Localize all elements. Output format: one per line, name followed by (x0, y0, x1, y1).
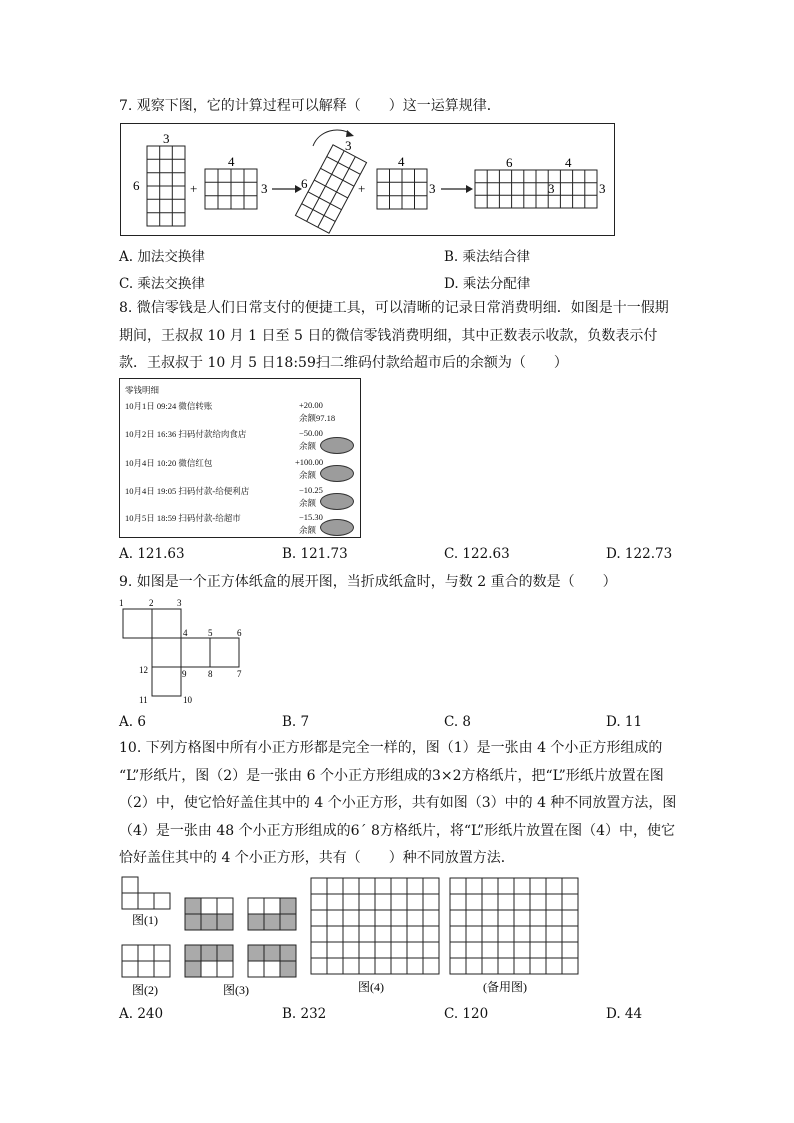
q10-fig1-caption: 图(1) (132, 913, 158, 927)
q10-stem-line-3: （2）中，使它恰好盖住其中的 4 个小正方形，共有如图（3）中的 4 种不同放置方法，图 (119, 795, 677, 811)
q7-plus-2: + (358, 181, 366, 196)
q8-row-5-desc: 10月5日 18:59 扫码付款-给超市 (125, 513, 241, 523)
q7-plus-1: + (190, 181, 198, 196)
q7-grid-a (147, 146, 185, 226)
q10-spare-caption: (备用图) (483, 980, 527, 994)
q8-row-1-balance: 余额97.18 (299, 413, 336, 423)
q8-stem-line-3: 款．王叔叔于 10 月 5 日18:59扫二维码付款给超市后的余额为（ ） (119, 355, 568, 371)
q10-fig2-caption: 图(2) (132, 983, 158, 997)
q8-row-4-desc: 10月4日 19:05 扫码付款-给便利店 (125, 486, 250, 496)
q7-a-left: 6 (133, 178, 140, 193)
q7-stem: 7. 观察下图，它的计算过程可以解释（ ）这一运算规律． (119, 98, 501, 114)
q9-num-8: 8 (208, 669, 213, 679)
q7-b-right: 3 (261, 181, 268, 196)
q7-grid-e (475, 170, 597, 208)
q7-e-top1: 6 (506, 155, 513, 170)
q9-option-b[interactable]: B. 7 (282, 714, 310, 730)
q8-option-d[interactable]: D. 122.73 (606, 546, 673, 562)
q8-row-1-desc: 10月1日 09:24 微信转账 (125, 401, 213, 411)
q10-stem-line-5: 恰好盖住其中的 4 个小正方形，共有（ ）种不同放置方法． (119, 850, 515, 866)
q10-stem-line-2: “L”形纸片，图（2）是一张由 6 个小正方形组成的3×2方格纸片，把“L”形纸片放置在图 (119, 768, 664, 784)
q10-stem-line-1: 10. 下列方格图中所有小正方形都是完全一样的，图（1）是一张由 4 个小正方形组成的 (119, 740, 663, 756)
q8-row-5-balance: 余额 (299, 525, 317, 535)
q8-row-5-amount: −15.30 (299, 512, 323, 522)
q9-num-4: 4 (183, 628, 188, 638)
q7-grid-d (377, 169, 427, 209)
q8-row-3-hidden-balance (320, 465, 354, 482)
q7-option-a[interactable]: A. 加法交换律 (119, 249, 205, 265)
q10-stem-line-4: （4）是一张由 48 个小正方形组成的6´ 8方格纸片，将“L”形纸片放置在图（4）中，使它 (119, 823, 676, 839)
q10-fig2-grid (122, 945, 170, 977)
q8-row-4-balance: 余额 (299, 498, 317, 508)
q9-num-3: 3 (177, 598, 182, 608)
q8-stem-line-1: 8. 微信零钱是人们日常支付的便捷工具，可以清晰的记录日常消费明细．如图是十一假期 (119, 300, 669, 316)
q8-row-3-desc: 10月4日 10:20 微信红包 (125, 458, 213, 468)
q8-row-2-hidden-balance (320, 437, 354, 454)
q10-option-c[interactable]: C. 120 (444, 1006, 489, 1022)
q9-num-2: 2 (149, 598, 154, 608)
q9-num-11: 11 (139, 695, 148, 705)
q10-option-a[interactable]: A. 240 (119, 1006, 164, 1022)
q8-row-3-amount: +100.00 (295, 457, 324, 467)
q7-c-left: 6 (301, 176, 308, 191)
q7-option-c[interactable]: C. 乘法交换律 (119, 276, 205, 292)
q10-option-b[interactable]: B. 232 (282, 1006, 327, 1022)
q10-spare-grid (450, 878, 578, 974)
q10-figures (118, 874, 588, 1000)
q7-arrow-1 (272, 185, 302, 193)
q9-option-c[interactable]: C. 8 (444, 714, 472, 730)
q9-num-1: 1 (119, 598, 124, 608)
q9-num-9: 9 (182, 669, 187, 679)
q8-ledger-title: 零钱明细 (125, 385, 160, 395)
q8-ledger (119, 378, 361, 538)
q7-rotate-arrowhead (346, 130, 354, 137)
q9-option-a[interactable]: A. 6 (119, 714, 146, 730)
q9-num-12: 12 (139, 665, 148, 675)
q9-num-7: 7 (237, 669, 242, 679)
q7-d-right: 3 (429, 181, 436, 196)
q8-row-1-amount: +20.00 (299, 400, 323, 410)
q9-cube-net (114, 596, 254, 708)
q7-option-d[interactable]: D. 乘法分配律 (444, 276, 531, 292)
q7-c-top: 3 (345, 138, 352, 153)
q7-e-mid: 3 (548, 181, 555, 196)
q10-fig3-caption: 图(3) (223, 983, 249, 997)
q8-row-2-desc: 10月2日 16:36 扫码付款给肉食店 (125, 429, 247, 439)
q8-stem-line-2: 期间，王叔叔 10 月 1 日至 5 日的微信零钱消费明细，其中正数表示收款，负数表示付 (119, 328, 658, 344)
q8-option-a[interactable]: A. 121.63 (119, 546, 185, 562)
q10-fig4-caption: 图(4) (358, 980, 384, 994)
q10-fig3-grids (185, 898, 296, 977)
q7-grid-b (205, 169, 257, 209)
q7-e-right: 3 (599, 181, 606, 196)
q9-num-6: 6 (237, 628, 242, 638)
q7-option-b[interactable]: B. 乘法结合律 (444, 249, 531, 265)
q8-row-2-balance: 余额 (299, 441, 317, 451)
q9-num-5: 5 (208, 628, 213, 638)
q9-stem: 9. 如图是一个正方体纸盒的展开图，当折成纸盒时，与数 2 重合的数是（ ） (119, 574, 617, 590)
q7-d-top: 4 (398, 154, 405, 169)
q7-arrow-2 (441, 185, 473, 193)
q8-row-4-hidden-balance (320, 493, 354, 510)
q8-row-4-amount: −10.25 (299, 485, 323, 495)
q7-b-top: 4 (228, 154, 235, 169)
q8-option-c[interactable]: C. 122.63 (444, 546, 510, 562)
q9-option-d[interactable]: D. 11 (606, 714, 643, 730)
q8-row-2-amount: −50.00 (299, 428, 323, 438)
q10-option-d[interactable]: D. 44 (606, 1006, 643, 1022)
q9-num-10: 10 (183, 695, 192, 705)
q7-a-top: 3 (163, 131, 170, 146)
q7-e-top2: 4 (565, 155, 572, 170)
q8-option-b[interactable]: B. 121.73 (282, 546, 348, 562)
q7-figure (120, 123, 615, 236)
q8-row-5-hidden-balance (320, 519, 354, 536)
q8-row-3-balance: 余额 (299, 470, 317, 480)
q10-fig1-l-shape (122, 877, 170, 909)
q10-fig4-grid (311, 878, 439, 974)
